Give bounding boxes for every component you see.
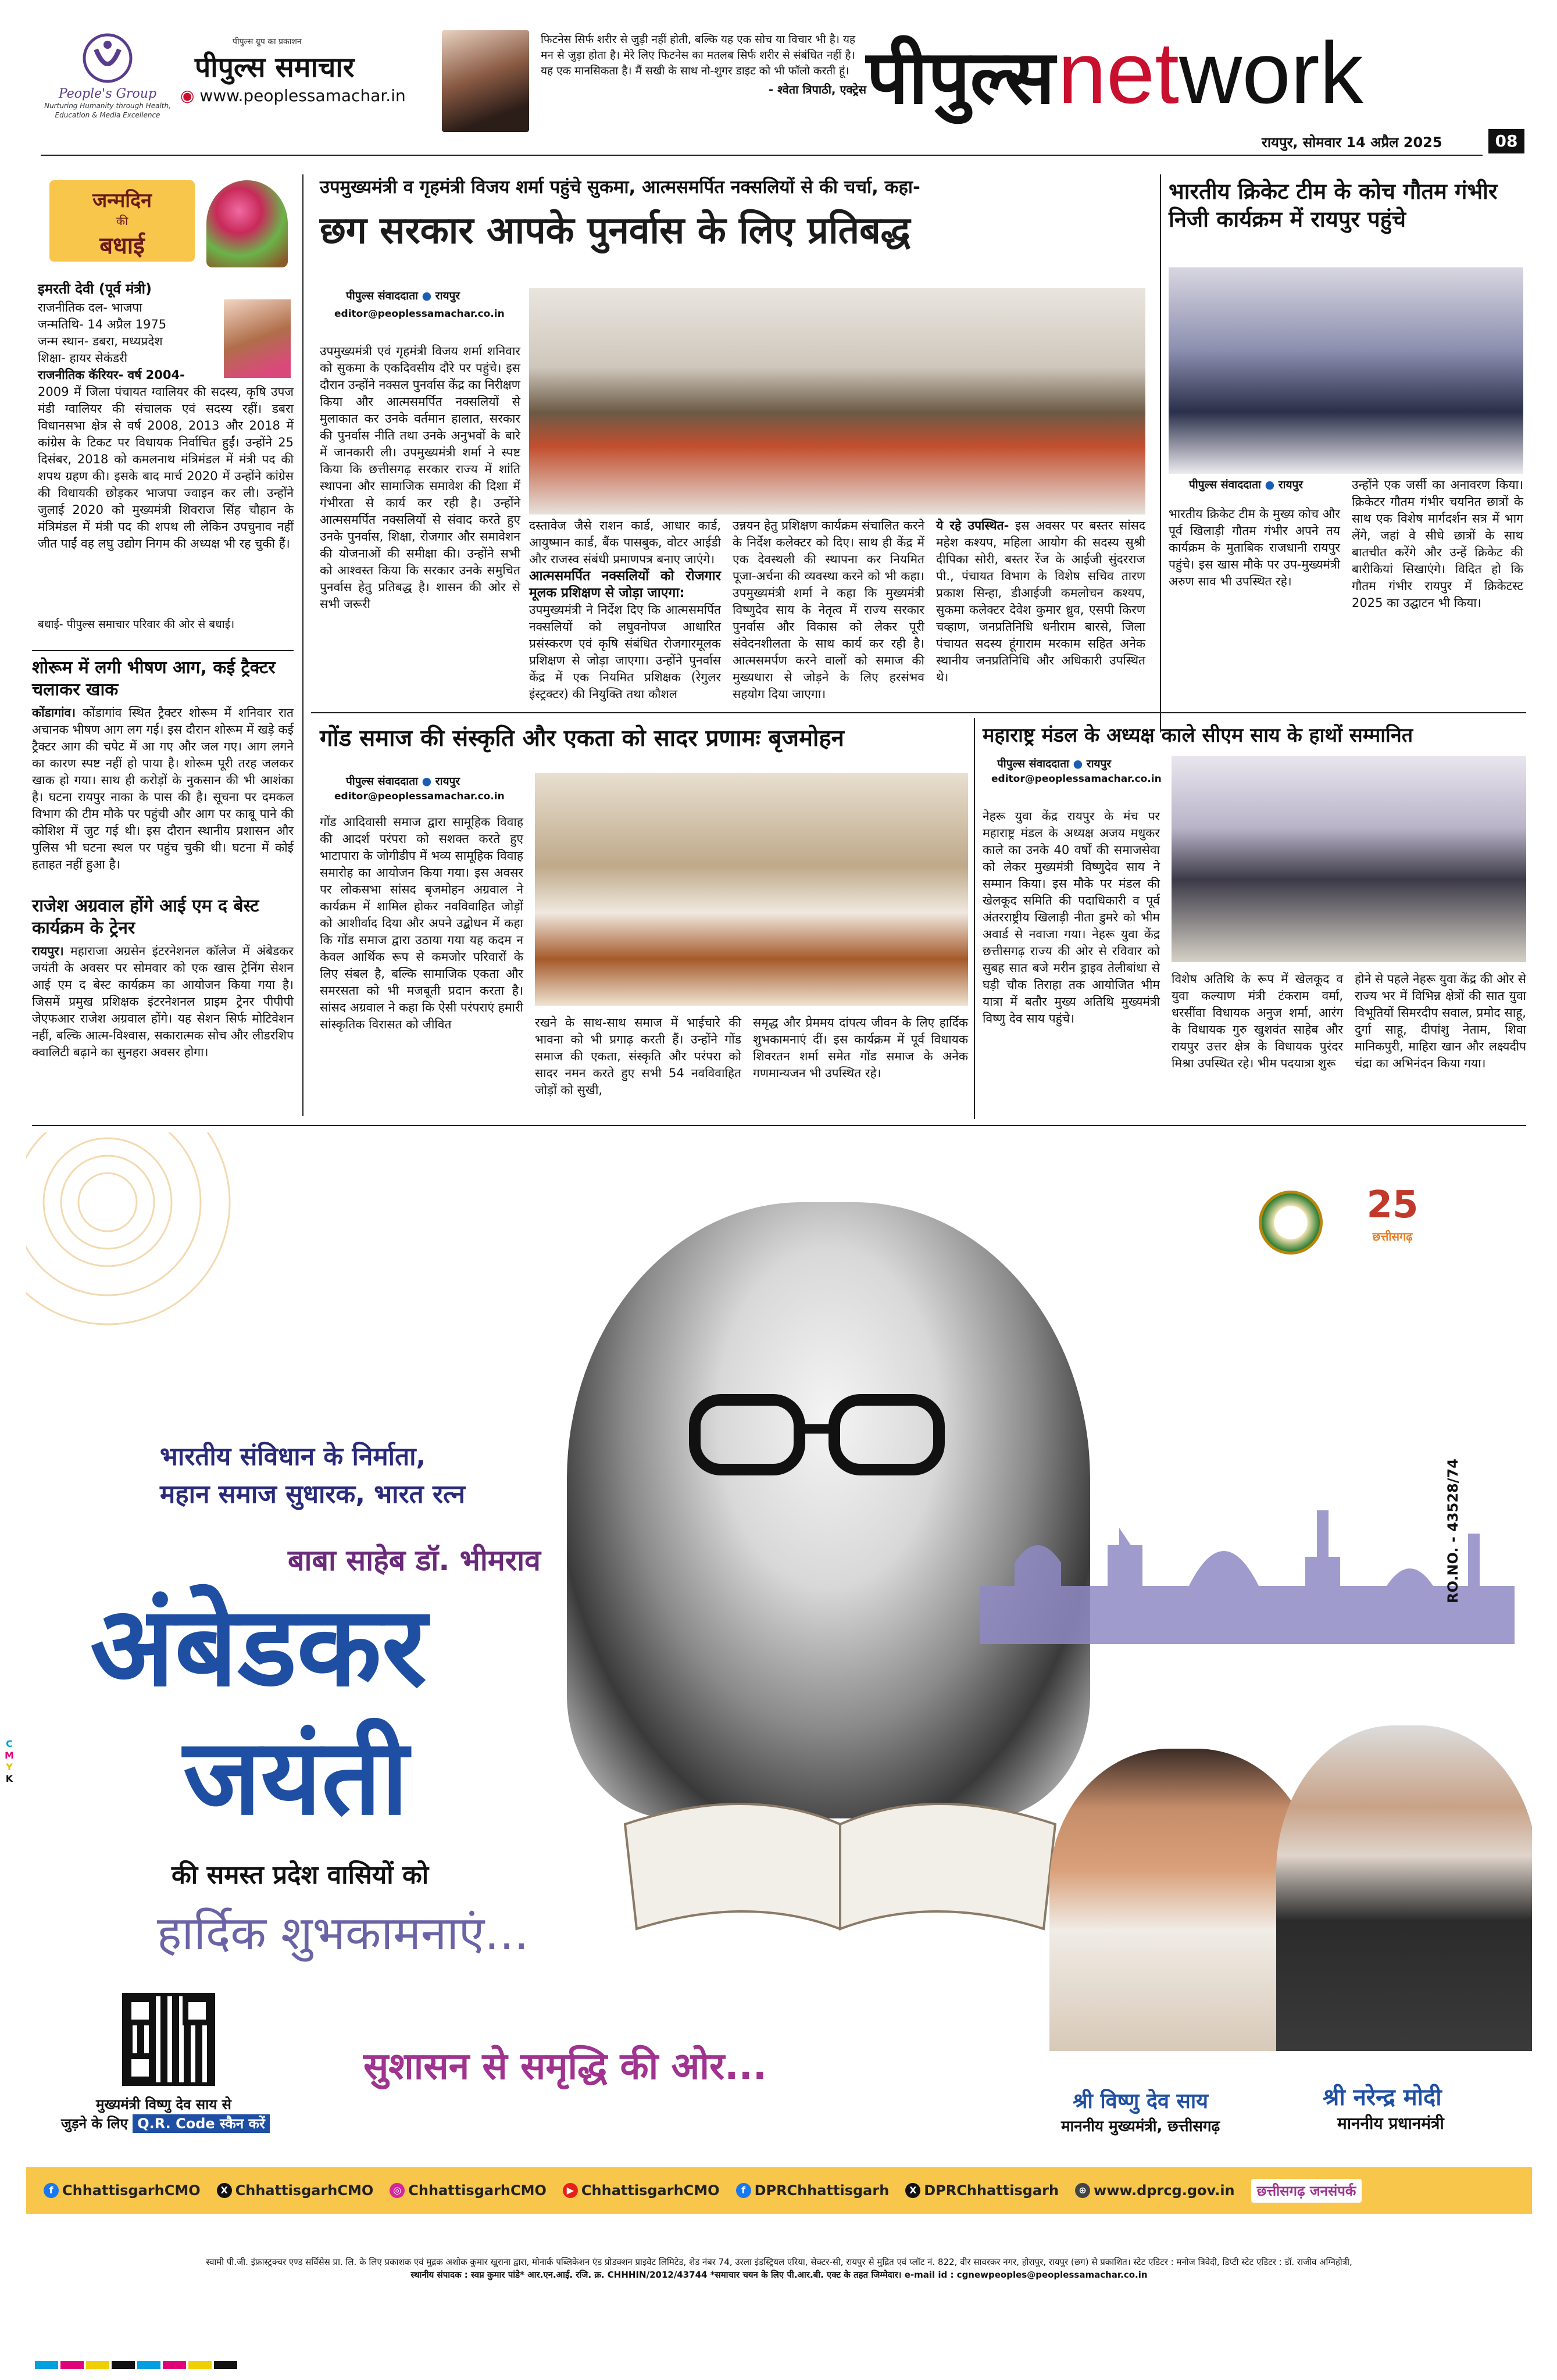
byline-place: रायपुर <box>435 290 460 302</box>
social-x-dpr[interactable] <box>905 2182 1059 2199</box>
ambedkar-ad <box>26 1132 1532 2246</box>
paper-small: पीपुल्स ग्रुप का प्रकाशन <box>233 37 302 47</box>
mid-divider <box>311 712 1526 713</box>
kale-email: editor@peoplessamachar.co.in <box>991 773 1162 785</box>
gond-photo <box>535 773 968 1006</box>
main-col2-subhead: आत्मसमर्पित नक्सलियों को रोजगार मूलक प्रशिक्षण से जोड़ा जाएगा: <box>529 569 721 601</box>
open-book-icon <box>602 1789 1079 1941</box>
social-label: ChhattisgarhCMO <box>235 2182 374 2199</box>
birthday-details <box>38 299 212 384</box>
column-rule-right <box>1160 174 1161 732</box>
dateline: रायपुर, सोमवार 14 अप्रैल 2025 <box>1262 134 1442 151</box>
ad-greet-small: की समस्त प्रदेश वासियों को <box>172 1860 429 1890</box>
birthday-line: जन्मतिथि- 14 अप्रैल 1975 <box>38 317 167 331</box>
main-col3: उन्नयन हेतु प्रशिक्षण कार्यक्रम संचालित करने के निर्देश कलेक्टर को दिए। साथ ही केंद्र में एक देवस्थली की स्थापना कर नियमित पूजा-अर्चना की व्यवस्था करने को भी कहा। उपमुख्यमंत्री शर्मा ने कहा कि मुख्यमंत्री विष्णुदेव साय के नेतृत्व में राज्य सरकार पुनर्वास और विकास को लेकर पूरी संवेदनशीलता के साथ कार्य कर रही है। आत्मसमर्पण करने वालों को समाज की मुख्यधारा से जोड़ने के लिए हरसंभव सहयोग दिया जाएगा। <box>733 519 924 701</box>
imprint-line-2: स्थानीय संपादक : स्वप्न कुमार पांडे* आर.एन.आई. रजि. क्र. CHHHIN/2012/43744 *समाचार चयन के लिए पी.आर.बी. एक्ट के तहत जिम्मेदार। e-mail id : cgnewpeoples@peoplessamachar.co.in <box>410 2270 1148 2280</box>
facebook-icon: f <box>44 2183 59 2198</box>
social-instagram-cmo[interactable] <box>390 2182 547 2199</box>
left-divider-1 <box>32 650 294 651</box>
social-website[interactable] <box>1075 2182 1235 2199</box>
actress-photo <box>442 30 529 132</box>
main-col1: उपमुख्यमंत्री एवं गृहमंत्री विजय शर्मा शनिवार को सुकमा के एकदिवसीय दौरे पर पहुंचे। इस दौरान उन्होंने नक्सल पुनर्वास केंद्र का निरीक्षण किया और आत्मसमर्पित नक्सलियों से मुलाकात कर उनके वर्तमान हालात, सरकार की पुनर्वास नीति तथा उनके अनुभवों के बारे में जानकारी ली। उपमुख्यमंत्री शर्मा ने स्पष्ट किया कि छत्तीसगढ़ सरकार राज्य में शांति स्थापना और सामाजिक समावेश की दिशा में गंभीरता से कार्य कर रही है। उन्होंने आत्मसमर्पित नक्सलियों से संवाद करते हुए उनके पुनर्वास, शिक्षा, रोजगार और समावेशन की योजनाओं की समीक्षा की। उन्होंने सभी को आश्वस्त किया कि सरकार उनके समुचित पुनर्वास हेतु प्रतिबद्ध है। शासन की ओर से सभी जरूरी <box>320 344 520 611</box>
cm-name: श्री विष्णु देव साय <box>1073 2089 1209 2113</box>
birthday-name: इमरती देवी (पूर्व मंत्री) <box>38 281 152 297</box>
kale-headline: महाराष्ट्र मंडल के अध्यक्ष काले सीएम साय के हाथों सम्मानित <box>983 724 1413 747</box>
network-en: network <box>1058 24 1363 121</box>
main-byline: पीपुल्स संवाददाता ● रायपुर <box>346 290 460 302</box>
cmyk-marks <box>3 1738 15 1785</box>
ad-title-2: जयंती <box>183 1717 409 1838</box>
cm-title: माननीय मुख्यमंत्री, छत्तीसगढ़ <box>1061 2118 1220 2135</box>
masthead <box>0 0 1557 157</box>
ad-title-1: अंबेडकर <box>90 1582 427 1711</box>
quote-text: फिटनेस सिर्फ शरीर से जुड़ी नहीं होती, बल्कि यह एक सोच या विचार भी है। यह मन से जुड़ा होता है। मेरे लिए फिटनेस का मतलब सिर्फ शरीर से संबंधित नहीं है। यह एक मानसिकता है। मैं सखी के साथ नो-शुगर डाइट को भी फॉलो करती हूं। <box>541 33 856 77</box>
network-hindi: पीपुल्स <box>866 34 1055 121</box>
x-icon: X <box>217 2183 232 2198</box>
instagram-icon: ◎ <box>390 2183 405 2198</box>
fire-body <box>32 705 294 873</box>
trainer-place: रायपुर। <box>32 944 64 958</box>
birthday-wish: बधाई- पीपुल्स समाचार परिवार की ओर से बधाई। <box>38 618 235 631</box>
trainer-headline: राजेश अग्रवाल होंगे आई एम द बेस्ट कार्यक्रम के ट्रेनर <box>32 896 259 938</box>
pm-name: श्री नरेन्द्र मोदी <box>1323 2084 1442 2111</box>
page-number: 08 <box>1488 129 1524 153</box>
trainer-body-text: महाराजा अग्रसेन इंटरनेशनल कॉलेज में अंबेडकर जयंती के अवसर पर सोमवार को एक खास ट्रेनिंग सेशन आई एम द बेस्ट कार्यक्रम का आयोजन किया गया है। जिसमें प्रमुख प्रशिक्षक इंटरनेशनल प्राइम ट्रेनर पीपीपी जेएफआर राजेश अग्रवाल होंगे। यह सेशन सिर्फ मोटिवेशन नहीं, बल्कि आत्म-विश्वास, सकारात्मक सोच और लीडरशिप क्वालिटी बढ़ाने का सुनहरा अवसर होगा। <box>32 944 294 1059</box>
byline-text: पीपुल्स संवाददाता <box>1189 478 1261 491</box>
social-facebook-cmo[interactable] <box>44 2182 201 2199</box>
youtube-icon: ▶ <box>563 2183 578 2198</box>
byline-place: रायपुर <box>435 775 460 788</box>
glasses-icon <box>683 1388 951 1475</box>
paper-name: पीपुल्स समाचार <box>195 51 355 84</box>
column-rule-left <box>302 174 303 1116</box>
cricket-headline: भारतीय क्रिकेट टीम के कोच गौतम गंभीर निजी कार्यक्रम में रायपुर पहुंचे <box>1169 178 1498 232</box>
main-col2-rest: उपमुख्यमंत्री ने निर्देश दिए कि आत्मसमर्पित नक्सलियों को लघुवनोपज आधारित प्रसंस्करण एवं कृषि संबंधित रोजगारमूलक प्रशिक्षण से जोड़ा जाएगा। उन्होंने पुनर्वास केंद्र में एक नियमित प्रशिक्षक (रेगुलर इंस्ट्रक्टर) की नियुक्ति तथा कौशल <box>529 603 721 701</box>
gond-byline: पीपुल्स संवाददाता ● रायपुर <box>346 775 460 788</box>
birthday-title-small: की <box>116 214 128 228</box>
website-link[interactable] <box>180 86 406 105</box>
qr-caption-2b: Q.R. Code स्कैन करें <box>133 2114 270 2133</box>
kale-col1: नेहरू युवा केंद्र रायपुर के मंच पर महाराष्ट्र मंडल के अध्यक्ष अजय मधुकर काले का उनके 40 वर्षों की समाजसेवा को लेकर मुख्यमंत्री विष्णुदेव साय ने सम्मान किया। इस मौके पर मंडल की खेलकूद समिति की पदाधिकारी व पूर्व अंतरराष्ट्रीय खिलाड़ी नीता डुमरे को भीम अवार्ड से नवाजा गया। नेहरू युवा केंद्र छत्तीसगढ़ राज्य की ओर से रविवार को सुबह सात बजे मरीन ड्राइव तेलीबांधा से घड़ी चौक तिराहा तक आयोजित भीम यात्रा में बतौर मुख्य अतिथि मुख्यमंत्री विष्णु देव साय पहुंचे। <box>983 809 1160 1025</box>
gond-story <box>311 718 971 1119</box>
anniversary-label: छत्तीसगढ़ <box>1372 1230 1413 1243</box>
imprint-line-1: स्वामी पी.जी. इंफ्रास्ट्रक्चर एण्ड सर्विसेस प्रा. लि. के लिए प्रकाशक एवं मुद्रक अशोक कुमार खुराना द्वारा, मोनार्क पब्लिकेशन एंड प्रोडक्शन प्राइवेट लिमिटेड, शेड नंबर 74, उरला इंडस्ट्रियल एरिया, सेक्टर-सी, रायपुर से मुद्रित एवं प्लॉट नं. 822, वीर सावरकर नगर, होरापुर, रायपुर (छग) से प्रकाशित। स्टेट एडिटर : मनोज त्रिवेदी, डिप्टी स्टेट एडिटर : डॉ. राजीव अग्निहोत्री, <box>206 2257 1352 2267</box>
social-label: ChhattisgarhCMO <box>62 2182 201 2199</box>
social-facebook-dpr[interactable] <box>736 2182 890 2199</box>
flower-basket-image <box>206 180 288 267</box>
kale-byline: पीपुल्स संवाददाता ● रायपुर <box>997 757 1112 770</box>
birthday-box <box>32 174 294 639</box>
network-title <box>866 23 1529 122</box>
imarti-devi-photo <box>224 299 291 378</box>
qr-caption-1: मुख्यमंत्री विष्णु देव साय से <box>96 2096 231 2113</box>
main-col2 <box>529 517 721 703</box>
gond-email: editor@peoplessamachar.co.in <box>334 791 505 802</box>
social-label: ChhattisgarhCMO <box>408 2182 547 2199</box>
quote-author: - श्वेता त्रिपाठी, एक्ट्रेस <box>768 83 866 97</box>
gond-col1: गोंड आदिवासी समाज द्वारा सामूहिक विवाह की आदर्श परंपरा को सशक्त करते हुए भाटापारा के जोगीडीप में भव्य सामूहिक विवाह समारोह का आयोजन किया गया। इस अवसर पर लोकसभा सांसद बृजमोहन अग्रवाल ने कार्यक्रम में शामिल होकर नवविवाहित जोड़ों को आशीर्वाद दिया और अपने उद्बोधन में कहा कि गोंड समाज द्वारा उठाया गया यह कदम न केवल आर्थिक रूप से कमजोर परिवारों के लिए संबल है, बल्कि सामाजिक एकता और समरसता को भी मजबूती प्रदान करता है। सांसद अग्रवाल ने कहा कि ऐसी परंपराएं हमारी सांस्कृतिक विरासत को जीवित <box>320 815 523 1031</box>
birthday-line: राजनीतिक कॅरियर- वर्ष 2004- <box>38 368 185 382</box>
peoples-group-logo <box>41 32 174 148</box>
main-email: editor@peoplessamachar.co.in <box>334 308 505 320</box>
social-label: www.dprcg.gov.in <box>1094 2182 1235 2199</box>
social-x-cmo[interactable] <box>217 2182 374 2199</box>
mark-y: Y <box>6 1761 13 1773</box>
birthday-body: 2009 में जिला पंचायत ग्वालियर की सदस्य, कृषि उपज मंडी ग्वालियर की संचालक एवं सदस्य रहीं। डबरा विधानसभा क्षेत्र से वर्ष 2008, 2013 और 2018 में कांग्रेस के टिकट पर विधायक निर्वाचित हुईं। उन्होंने 25 दिसंबर, 2018 को कमलनाथ मंत्रिमंडल में मंत्री पद की शपथ ग्रहण की। इसके बाद मार्च 2020 में उन्होंने कांग्रेस की विधायकी छोड़कर भाजपा ज्वाइन कर ली। उन्होंने जुलाई 2020 को मुख्यमंत्री शिवराज सिंह चौहान के मंत्रिमंडल में मंत्री पद की शपथ ली लेकिन उपचुनाव नहीं जीत पाईं वह लघु उद्योग निगम की अध्यक्ष भी रह चुकी हैं। <box>38 385 294 551</box>
gond-col3: समृद्ध और प्रेममय दांपत्य जीवन के लिए हार्दिक शुभकामनाएं दीं। इस कार्यक्रम में पूर्व विधायक शिवरतन शर्मा समेत गोंड समाज के अनेक गणमान्यजन भी उपस्थित रहे। <box>753 1016 968 1080</box>
main-col4 <box>936 517 1145 686</box>
fire-place: कोंडागांव। <box>32 706 76 720</box>
ad-baba: बाबा साहेब डॉ. भीमराव <box>288 1543 541 1577</box>
imprint <box>32 2256 1526 2281</box>
birthday-line: जन्म स्थान- डबरा, मध्यप्रदेश <box>38 334 163 348</box>
social-label: DPRChhattisgarh <box>924 2182 1059 2199</box>
main-col4-text: इस अवसर पर बस्तर सांसद महेश कश्यप, महिला आयोग की सदस्य सुश्री दीपिका सोरी, बस्तर रेंज के आईजी सुंदरराज पी., पंचायत विभाग के विशेष सचिव तारण प्रकाश सिन्हा, डीआईजी कमलोचन कश्यप, सुकमा कलेक्टर देवेश कुमार ध्रुव, एसपी किरण चव्हाण, जनप्रतिनिधि धनीराम बारसे, जिला पंचायत सदस्य हूंगाराम मरकाम सहित अनेक स्थानीय जनप्रतिनिधि और अधिकारी उपस्थित थे। <box>936 519 1145 684</box>
ro-number: RO.NO. - 43528/74 <box>1445 1459 1461 1603</box>
jansampark-logo <box>1251 2179 1362 2203</box>
birthday-line: राजनीतिक दल- भाजपा <box>38 301 142 315</box>
ad-subtitle-2: महान समाज सुधारक, भारत रत्न <box>160 1480 465 1509</box>
pm-photo <box>1276 1725 1532 2051</box>
social-label: ChhattisgarhCMO <box>581 2182 720 2199</box>
byline-text: पीपुल्स संवाददाता <box>346 290 418 302</box>
cricket-photo <box>1169 267 1523 474</box>
monuments-skyline-icon <box>980 1493 1515 1644</box>
website-text: www.peoplessamachar.in <box>199 86 406 105</box>
fire-headline: शोरूम में लगी भीषण आग, कई ट्रैक्टर चलाकर खाक <box>32 657 276 700</box>
gond-headline: गोंड समाज की संस्कृति और एकता को सादर प्रणामः बृजमोहन <box>320 725 844 752</box>
group-name: People's Group <box>58 87 157 101</box>
trainer-body <box>32 943 294 1061</box>
birthday-title-top: जन्मदिन <box>92 189 152 212</box>
social-bar <box>26 2167 1532 2214</box>
main-story <box>311 169 1154 715</box>
social-youtube-cmo[interactable] <box>563 2182 720 2199</box>
ad-slogan: सुशासन से समृद्धि की ओर... <box>363 2045 767 2088</box>
kale-col3: होने से पहले नेहरू युवा केंद्र की ओर से राज्य भर में विभिन्न क्षेत्रों की सात युवा विभूतियों सिमरदीप सवाल, प्रमोद साहू, दुर्गा साहू, दीपांशु नेताम, शिवा मानिकपुरी, माहिरा खान और लक्ष्यदीप चंद्रा का अभिनंदन किया गया। <box>1355 972 1526 1070</box>
masthead-rule <box>41 155 1483 156</box>
main-kicker: उपमुख्यमंत्री व गृहमंत्री विजय शर्मा पहुंचे सुकमा, आत्मसमर्पित नक्सलियों से की चर्चा, कहा- <box>320 177 920 198</box>
kale-col2: विशेष अतिथि के रूप में खेलकूद व युवा कल्याण मंत्री टंकराम वर्मा, धरसींवा विधायक अनुज शर्मा, आरंग के विधायक गुरु खुशवंत साहेब और रायपुर उत्तर क्षेत्र के विधायक पुरंदर मिश्रा उपस्थित रहे। भीम पदयात्रा शुरू <box>1172 972 1343 1070</box>
mandala-decoration-icon <box>26 1132 317 1377</box>
byline-text: पीपुल्स संवाददाता <box>997 757 1069 770</box>
social-label: DPRChhattisgarh <box>754 2182 890 2199</box>
birthday-line: शिक्षा- हायर सेकंडरी <box>38 351 128 365</box>
facebook-icon: f <box>736 2183 751 2198</box>
main-headline: छग सरकार आपके पुनर्वास के लिए प्रतिबद्ध <box>320 209 910 252</box>
globe-icon: ◉ <box>180 86 200 105</box>
byline-place: रायपुर <box>1278 478 1304 491</box>
main-photo <box>529 288 1145 514</box>
mark-c: C <box>6 1738 13 1749</box>
kale-story <box>980 718 1529 1119</box>
quote-box <box>541 32 866 97</box>
byline-text: पीपुल्स संवाददाता <box>346 775 418 788</box>
anniversary-logo <box>1346 1182 1439 1263</box>
ad-greet-big: हार्दिक शुभकामनाएं... <box>157 1906 529 1960</box>
gond-col2: रखने के साथ-साथ समाज में भाईचारे की भावना को भी प्रगाढ़ करती हैं। उन्होंने गोंड समाज की एकता, संस्कृति और परंपरा को सादर नमन करते हुए सभी 54 नवविवाहित जोड़ों को सुखी, <box>535 1016 741 1097</box>
ad-top-rule <box>32 1125 1526 1126</box>
qr-code[interactable] <box>122 1993 215 2086</box>
fire-story <box>32 657 294 873</box>
fire-body-text: कोंडागांव स्थित ट्रैक्टर शोरूम में शनिवार रात अचानक भीषण आग लग गई। इस दौरान शोरूम में खड़े कई ट्रैक्टर आग की चपेट में आ गए और जल गए। आग लगने का कारण स्पष्ट नहीं हो पाया है। शोरूम पूरी तरह जलकर खाक हो गया। साथ ही करोड़ों के नुकसान की भी आशंका है। घटना रायपुर नाका के पास की है। सूचना पर दमकल विभाग की टीम मौके पर पहुंची और आग पर काबू पाने की कोशिश में जुट गई थी। इस दौरान स्थानीय प्रशासन और पुलिस भी घटना स्थल पर पहुंच चुकी थी। घटना में कोई हताहत नहीं हुआ है। <box>32 706 294 871</box>
x-icon: X <box>905 2183 920 2198</box>
main-col4-subhead: ये रहे उपस्थित- <box>936 519 1009 533</box>
birthday-title-bottom: बधाई <box>99 233 145 259</box>
jansampark-text: छत्तीसगढ़ जनसंपर्क <box>1256 2182 1356 2199</box>
column-rule-mid <box>974 718 975 1119</box>
byline-place: रायपुर <box>1086 757 1112 770</box>
birthday-title <box>49 180 195 262</box>
main-col2-text: दस्तावेज जैसे राशन कार्ड, आधार कार्ड, आयुष्मान कार्ड, बैंक पासबुक, वोटर आईडी और राजस्व संबंधी प्रमाणपत्र बनाए जाएंगे। <box>529 519 721 566</box>
cg-govt-emblem-icon <box>1259 1191 1323 1255</box>
cricket-byline: पीपुल्स संवाददाता ● रायपुर <box>1189 478 1304 491</box>
cricket-col1: भारतीय क्रिकेट टीम के मुख्य कोच और पूर्व खिलाड़ी गौतम गंभीर अपने तय कार्यक्रम के मुताबिक राजधानी रायपुर पहुंचे। इस खास मौके पर उप-मुख्यमंत्री अरुण साव भी उपस्थित रहे। <box>1169 507 1340 588</box>
qr-caption-2a: जुड़ने के लिए <box>61 2115 128 2132</box>
pm-title: माननीय प्रधानमंत्री <box>1337 2114 1444 2133</box>
qr-caption-2 <box>61 2114 270 2133</box>
group-tagline: Nurturing Humanity through Health, Education & Media Excellence <box>44 102 171 119</box>
peoples-group-emblem-icon <box>81 32 134 84</box>
mark-m: M <box>5 1750 14 1761</box>
cricket-col2: उन्होंने एक जर्सी का अनावरण किया। क्रिकेटर गौतम गंभीर चयनित छात्रों के साथ एक विशेष मार्गदर्शन सत्र में भाग लेंगे, जहां वे सीधे छात्रों के साथ बातचीत करेंगे और उन्हें क्रिकेट की बारीकियां सिखाएंगे। विदित हो कि गौतम गंभीर रायपुर में क्रिकेटस्ट 2025 का उद्घाटन भी किया। <box>1352 478 1523 610</box>
ad-subtitle-1: भारतीय संविधान के निर्माता, <box>160 1442 426 1471</box>
cricket-story <box>1166 174 1526 715</box>
kale-photo <box>1172 756 1526 962</box>
trainer-story <box>32 895 294 1061</box>
globe-icon: ⊕ <box>1075 2183 1090 2198</box>
mark-k: K <box>5 1773 13 1784</box>
anniversary-number: 25 <box>1366 1184 1419 1227</box>
color-bar-bottom <box>35 2360 1523 2372</box>
